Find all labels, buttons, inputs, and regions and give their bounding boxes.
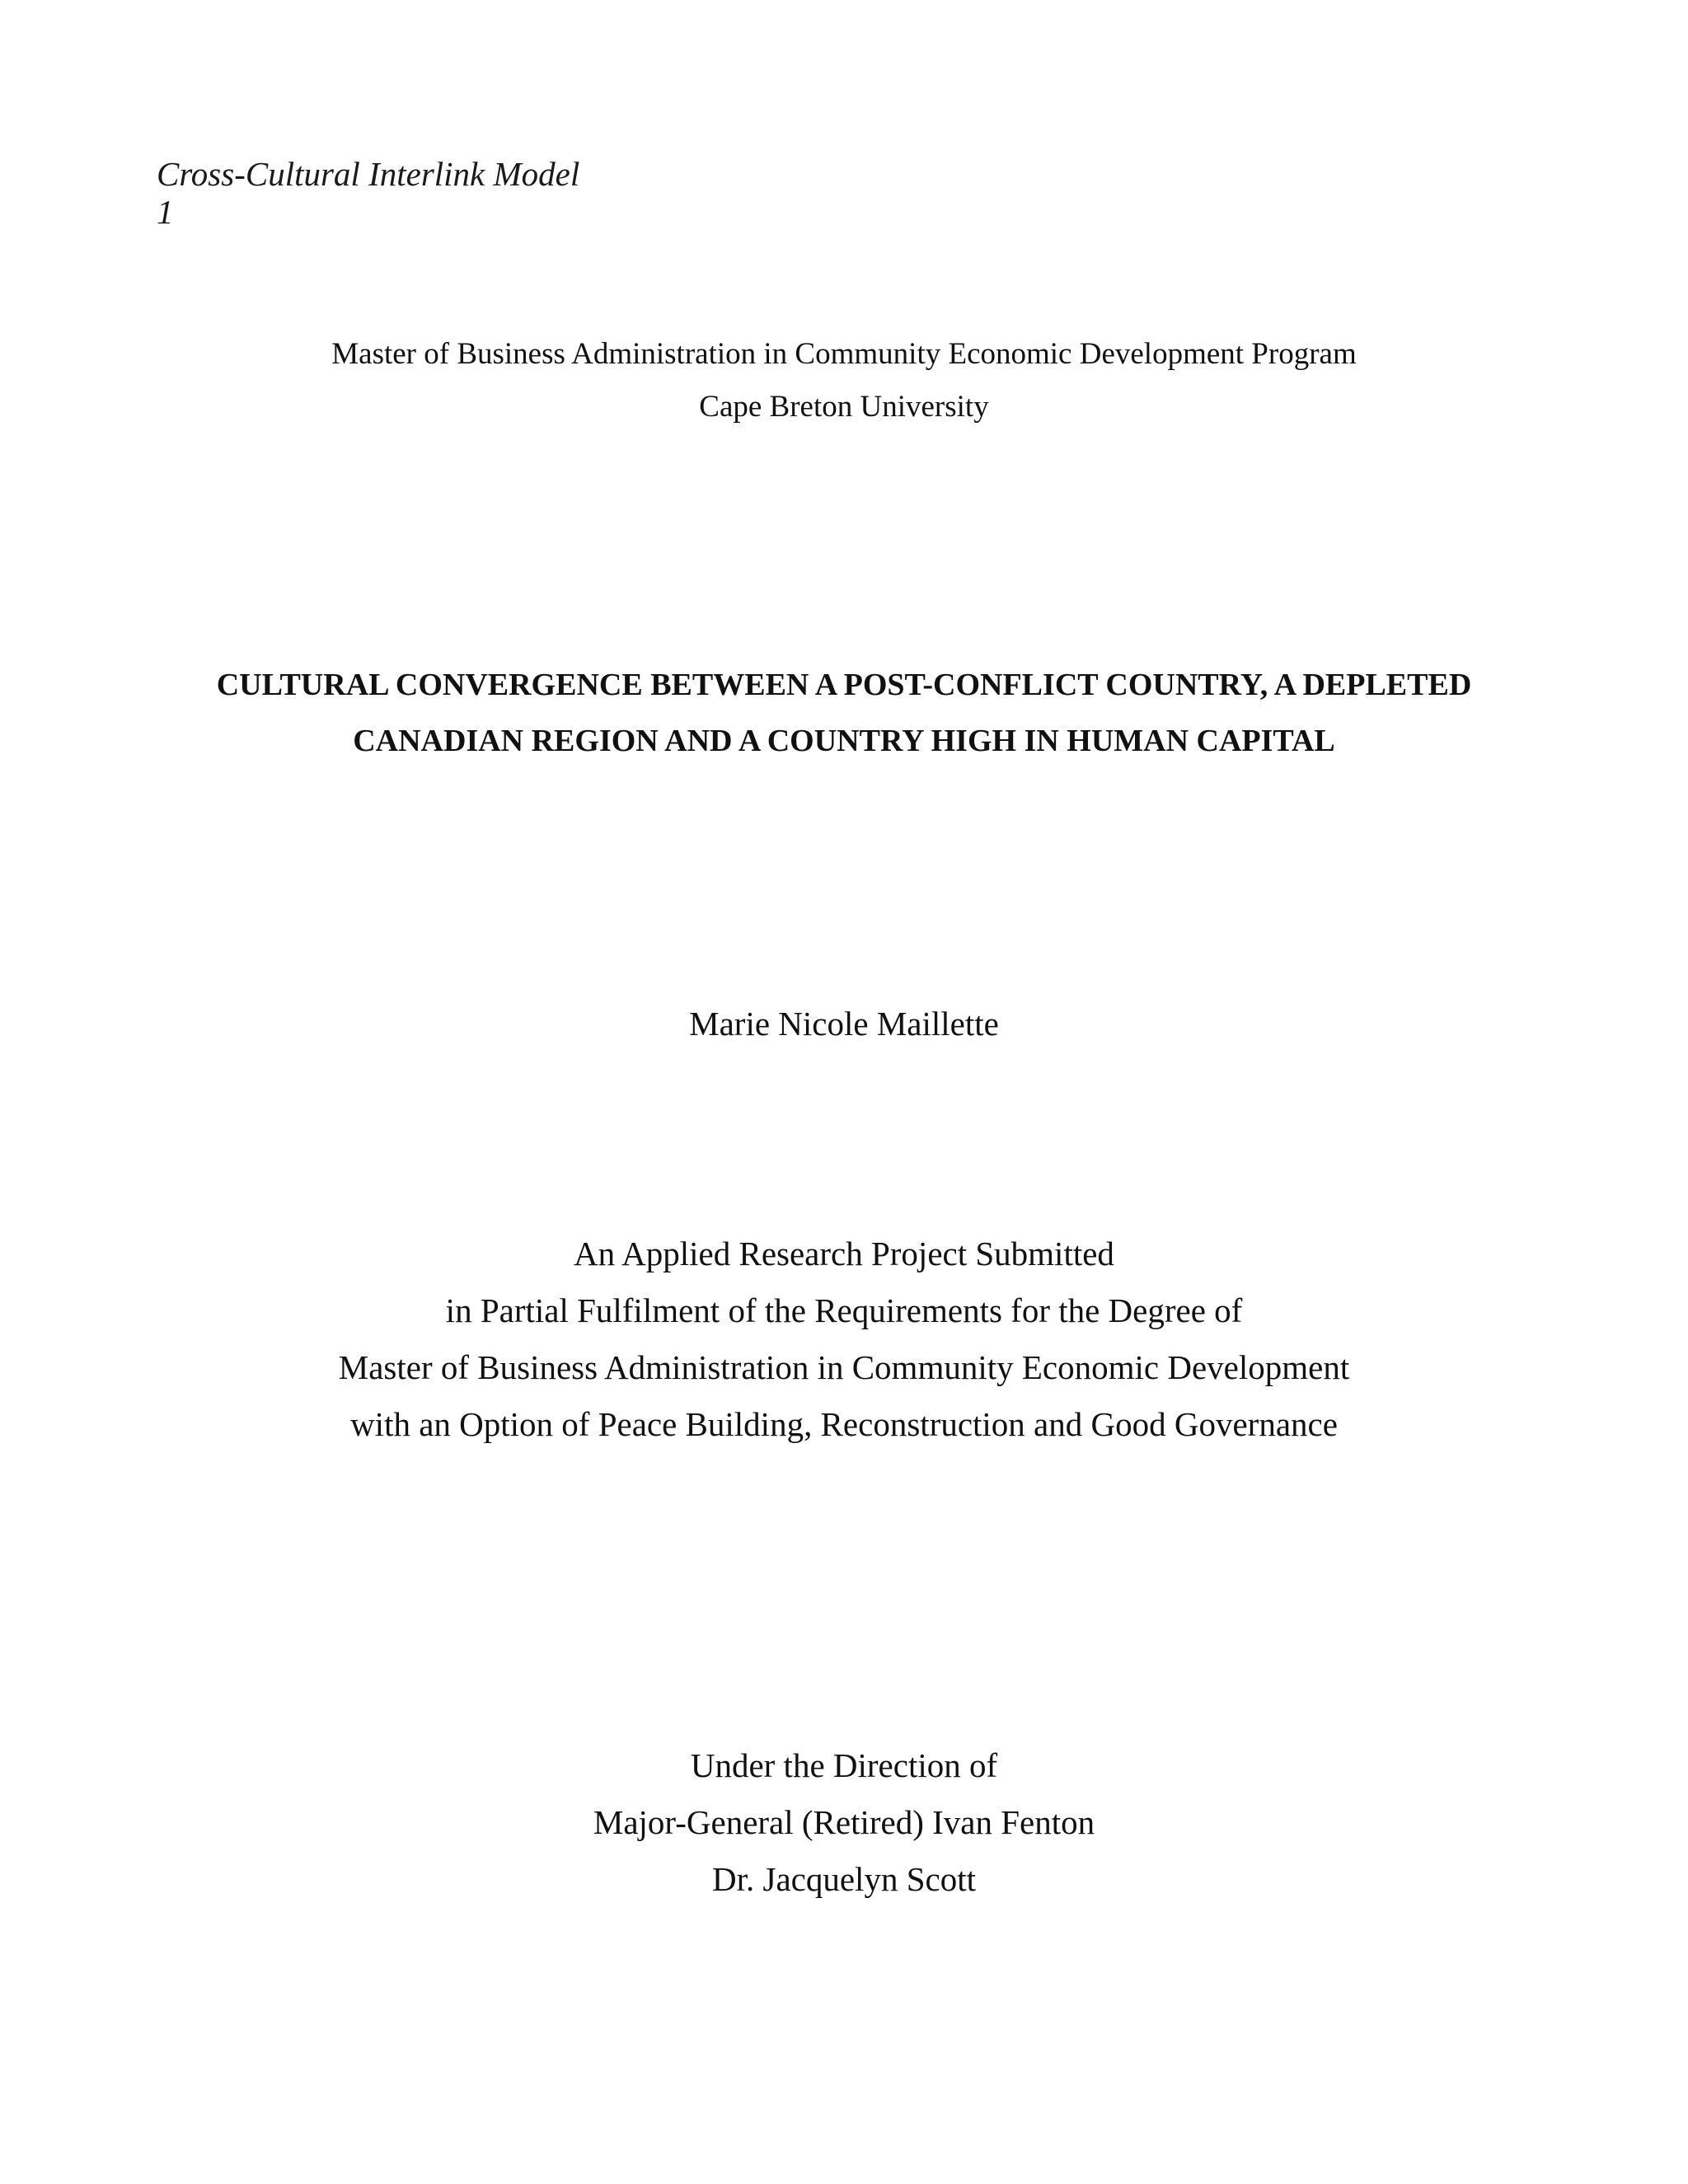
submission-statement — [0, 1226, 1688, 1453]
title-line-1: CULTURAL CONVERGENCE BETWEEN A POST-CONFLICT COUNTRY, A DEPLETED — [216, 668, 1472, 702]
document-title — [0, 657, 1688, 769]
advisor-2: Dr. Jacquelyn Scott — [712, 1860, 976, 1898]
page-number: 1 — [157, 193, 174, 231]
direction-block — [0, 1737, 1688, 1908]
title-line-2: CANADIAN REGION AND A COUNTRY HIGH IN HUMAN CAPITAL — [353, 724, 1335, 758]
author-block — [0, 999, 1688, 1048]
university-name: Cape Breton University — [699, 390, 989, 424]
direction-heading: Under the Direction of — [690, 1746, 998, 1784]
submission-line-4: with an Option of Peace Building, Reconstruction and Good Governance — [350, 1405, 1338, 1443]
submission-line-3: Master of Business Administration in Community Economic Development — [338, 1348, 1350, 1386]
submission-line-1: An Applied Research Project Submitted — [574, 1235, 1114, 1272]
author-name: Marie Nicole Maillette — [689, 1005, 999, 1043]
advisor-1: Major-General (Retired) Ivan Fenton — [593, 1803, 1095, 1841]
running-head — [157, 155, 579, 231]
running-head-title: Cross-Cultural Interlink Model — [157, 155, 580, 193]
program-name: Master of Business Administration in Community Economic Development Program — [331, 337, 1357, 371]
submission-line-2: in Partial Fulfilment of the Requirements for the Degree of — [445, 1291, 1243, 1329]
program-block — [0, 328, 1688, 434]
